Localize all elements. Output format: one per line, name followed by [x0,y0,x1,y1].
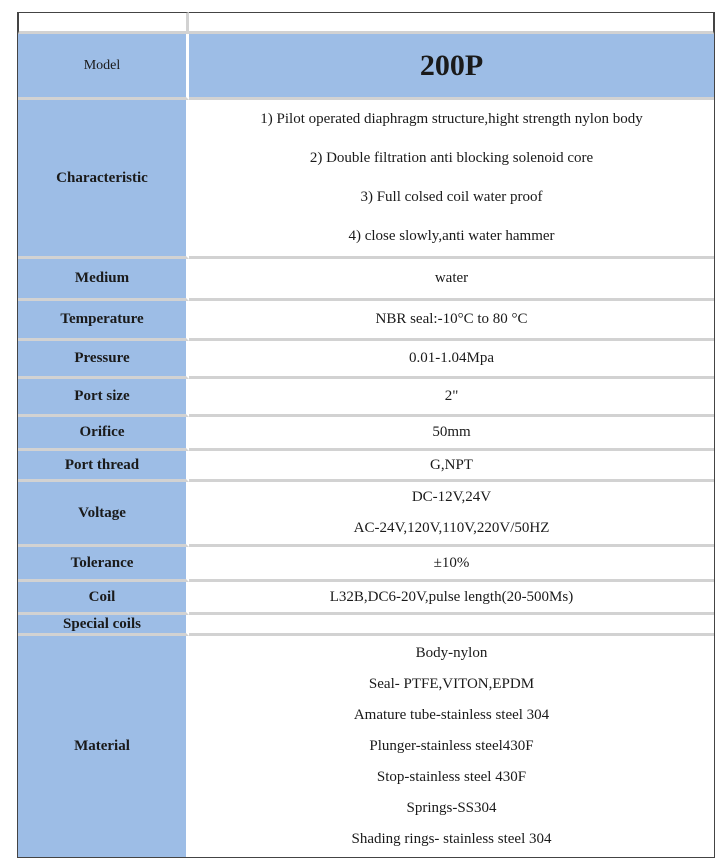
temperature-value: NBR seal:-10°C to 80 °C [189,301,714,341]
special-coils-label: Special coils [18,615,189,636]
material-line: Seal- PTFE,VITON,EPDM [368,676,535,692]
orifice-label: Orifice [18,417,189,451]
tolerance-value: ±10% [189,547,714,582]
material-line: Stop-stainless steel 430F [376,769,527,785]
characteristic-line: 1) Pilot operated diaphragm structure,hight strength nylon body [260,111,643,127]
row-port-thread [18,451,714,482]
row-coil [18,582,714,615]
medium-value: water [189,259,714,301]
row-port-size [18,379,714,417]
model-value: 200P [189,34,714,100]
characteristic-line: 2) Double filtration anti blocking solenoid core [309,150,594,166]
row-special-coils [18,615,714,636]
material-line: Amature tube-stainless steel 304 [353,707,550,723]
header-blank-row [18,12,714,34]
coil-value: L32B,DC6-20V,pulse length(20-500Ms) [189,582,714,615]
characteristic-label: Characteristic [18,100,189,259]
pressure-label: Pressure [18,341,189,379]
row-material [18,636,714,857]
blank-cell [18,12,189,34]
voltage-line: AC-24V,120V,110V,220V/50HZ [353,520,550,536]
model-label: Model [18,34,189,100]
port-thread-value: G,NPT [189,451,714,482]
row-pressure [18,341,714,379]
material-line: Body-nylon [415,645,488,661]
voltage-value [189,482,714,547]
orifice-value: 50mm [189,417,714,451]
temperature-label: Temperature [18,301,189,341]
material-line: Plunger-stainless steel430F [369,738,534,754]
characteristic-line: 4) close slowly,anti water hammer [348,228,555,244]
coil-label: Coil [18,582,189,615]
special-coils-value [189,615,714,636]
material-value [189,636,714,857]
row-model [18,34,714,100]
row-tolerance [18,547,714,582]
port-size-value: 2" [189,379,714,417]
pressure-value: 0.01-1.04Mpa [189,341,714,379]
row-orifice [18,417,714,451]
spec-sheet [17,12,713,858]
material-line: Shading rings- stainless steel 304 [351,831,552,847]
voltage-label: Voltage [18,482,189,547]
row-temperature [18,301,714,341]
row-characteristic [18,100,714,259]
spec-table [17,12,715,858]
characteristic-value [189,100,714,259]
row-medium [18,259,714,301]
tolerance-label: Tolerance [18,547,189,582]
port-size-label: Port size [18,379,189,417]
port-thread-label: Port thread [18,451,189,482]
material-line: Springs-SS304 [406,800,497,816]
characteristic-line: 3) Full colsed coil water proof [360,189,543,205]
blank-cell [189,12,714,34]
material-label: Material [18,636,189,857]
row-voltage [18,482,714,547]
voltage-line: DC-12V,24V [411,489,492,505]
medium-label: Medium [18,259,189,301]
